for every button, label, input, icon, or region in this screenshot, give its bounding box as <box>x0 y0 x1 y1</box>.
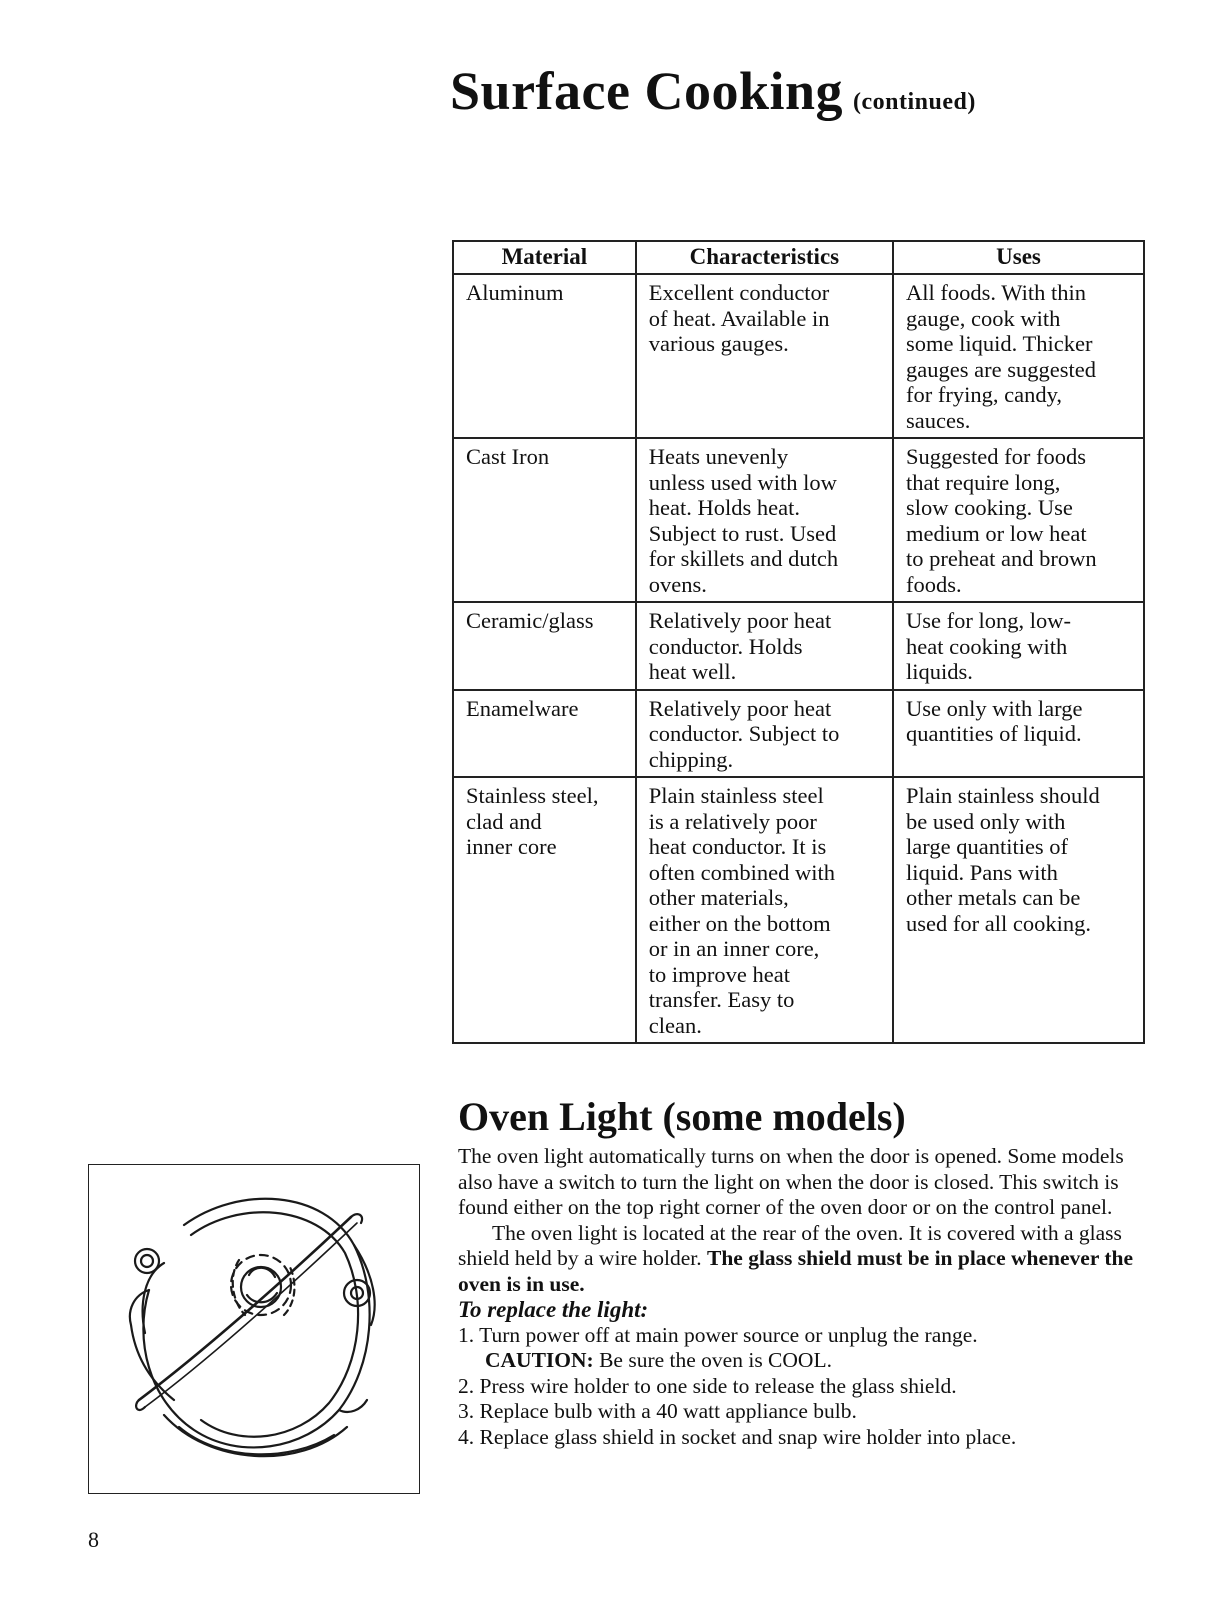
list-item: 1. Turn power off at main power source or unplug the range. <box>458 1322 978 1347</box>
cell-material: Ceramic/glass <box>453 602 636 690</box>
cell-material: Stainless steel, clad and inner core <box>453 777 636 1043</box>
oven-light-heading: Oven Light (some models) <box>458 1094 906 1139</box>
table-row <box>453 690 1144 778</box>
table-row <box>453 438 1144 602</box>
cell-material: Aluminum <box>453 274 636 438</box>
cell-characteristics: Excellent conductor of heat. Available in various gauges. <box>636 274 893 438</box>
table-row <box>453 602 1144 690</box>
cell-uses: Suggested for foods that require long, slow cooking. Use medium or low heat to preheat and brown foods. <box>893 438 1144 602</box>
header-characteristics: Characteristics <box>636 241 893 274</box>
cell-uses: Use only with large quantities of liquid. <box>893 690 1144 778</box>
cell-characteristics: Relatively poor heat conductor. Subject to chipping. <box>636 690 893 778</box>
cell-material: Enamelware <box>453 690 636 778</box>
oven-light-section <box>458 1144 1148 1450</box>
cell-uses: Plain stainless should be used only with large quantities of liquid. Pans with other metals can be used for all cooking. <box>893 777 1144 1043</box>
caution-note <box>458 1348 1148 1374</box>
title-continued: (continued) <box>853 89 976 115</box>
paragraph-text: The oven light is located at the rear of the oven. It is covered with a glass shield held by a wire holder. <box>458 1220 1122 1270</box>
replace-steps-list <box>458 1323 1148 1451</box>
oven-light-figure <box>88 1164 420 1494</box>
cell-characteristics: Relatively poor heat conductor. Holds heat well. <box>636 602 893 690</box>
list-item: 2. Press wire holder to one side to release the glass shield. <box>458 1373 957 1398</box>
table-header-row <box>453 241 1144 274</box>
caution-text: Be sure the oven is COOL. <box>593 1348 832 1372</box>
cell-uses: All foods. With thin gauge, cook with some liquid. Thicker gauges are suggested for frying, candy, sauces. <box>893 274 1144 438</box>
table-row <box>453 777 1144 1043</box>
cell-material: Cast Iron <box>453 438 636 602</box>
table-row <box>453 274 1144 438</box>
header-material: Material <box>453 241 636 274</box>
caution-label: CAUTION: <box>485 1348 594 1372</box>
cookware-material-table <box>452 240 1145 1044</box>
list-item: 3. Replace bulb with a 40 watt appliance bulb. <box>458 1399 857 1423</box>
oven-light-illustration <box>89 1165 418 1492</box>
warning-text: The glass shield must be in place whenever the oven is in use. <box>458 1246 1134 1296</box>
cell-uses: Use for long, low- heat cooking with liquids. <box>893 602 1144 690</box>
cell-characteristics: Plain stainless steel is a relatively poor heat conductor. It is often combined with other materials, either on the bottom or in an inner core, to improve heat transfer. Easy to clean. <box>636 777 893 1043</box>
paragraph: The oven light automatically turns on when the door is opened. Some models also have a switch to turn the light on when the door is closed. This switch is found either on the top right corner of the oven door or on the control panel. <box>458 1144 1124 1219</box>
list-item: 4. Replace glass shield in socket and snap wire holder into place. <box>458 1424 1017 1449</box>
cell-characteristics: Heats unevenly unless used with low heat. Holds heat. Subject to rust. Used for skillets and dutch ovens. <box>636 438 893 602</box>
header-uses: Uses <box>893 241 1144 274</box>
page-number: 8 <box>88 1527 99 1552</box>
replace-light-subheading: To replace the light: <box>458 1297 649 1322</box>
title-text: Surface Cooking <box>450 61 844 121</box>
paragraph <box>458 1221 1148 1298</box>
page-title <box>450 60 976 122</box>
